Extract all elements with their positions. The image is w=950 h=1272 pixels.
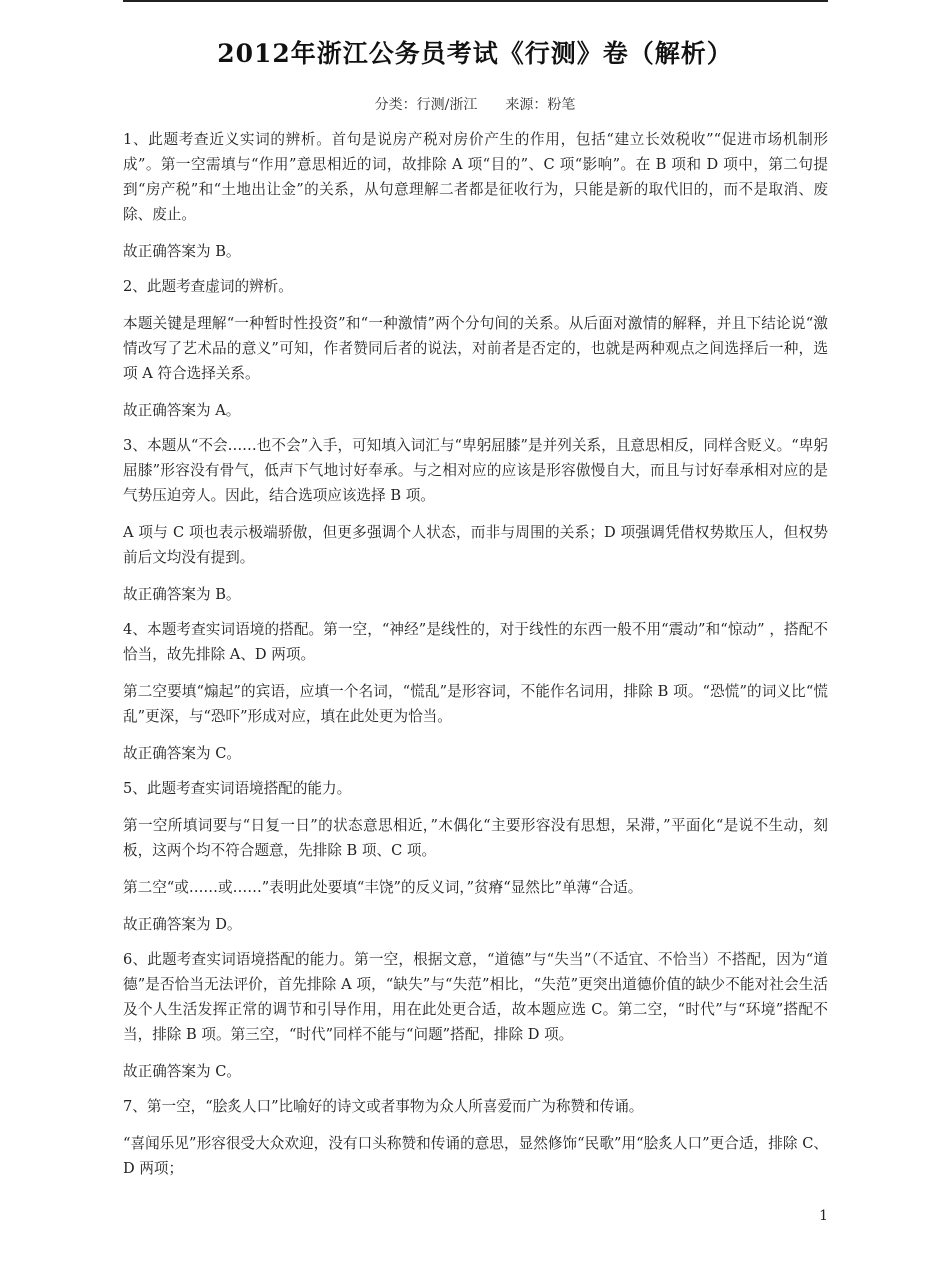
- answer-line: 故正确答案为 A。: [123, 402, 241, 419]
- category-label: 分类：行测/浙江: [374, 97, 478, 113]
- paragraph: A 项与 C 项也表示极端骄傲，但更多强调个人状态，而非与周围的关系；D 项强调凭借权势欺压人，但权势前后文均没有提到。: [123, 524, 828, 566]
- page-number: 1: [819, 1208, 828, 1224]
- page-title: 2012年浙江公务员考试《行测》卷（解析）: [217, 39, 733, 68]
- document-meta: [0, 94, 950, 114]
- paragraph: 3、本题从“不会……也不会”入手，可知填入词汇与“卑躬屈膝”是并列关系，且意思相反，同样含贬义。“卑躬屈膝”形容没有骨气，低声下气地讨好奉承。与之相对应的应该是形容傲慢自大，而且与讨好奉承相对应的是气势压迫旁人。因此，结合选项应该选择 B 项。: [123, 437, 828, 504]
- paragraph: 7、第一空，“脍炙人口”比喻好的诗文或者事物为众人所喜爱而广为称赞和传诵。: [123, 1098, 644, 1115]
- paragraph: “喜闻乐见”形容很受大众欢迎，没有口头称赞和传诵的意思，显然修饰“民歌”用“脍炙人口”更合适，排除 C、D 两项；: [123, 1135, 828, 1177]
- answer-line: 故正确答案为 B。: [123, 243, 241, 260]
- source-label: 来源：粉笔: [505, 97, 576, 113]
- paragraph: 第二空要填“煽起”的宾语，应填一个名词，“慌乱”是形容词，不能作名词用，排除 B 项。“恐慌”的词义比“慌乱”更深，与“恐吓”形成对应，填在此处更为恰当。: [123, 683, 828, 725]
- paragraph: 1、此题考查近义实词的辨析。首句是说房产税对房价产生的作用，包括“建立长效税收”“促进市场机制形成”。第一空需填与“作用”意思相近的词，故排除 A 项“目的”、C 项“影响”。在 B 项和 D 项中，第二句提到“房产税”和“土地出让金”的关系，从句意理解二者都是征收行为，只能是新的取代旧的，而不是取消、废除、废止。: [123, 131, 828, 223]
- paragraph: 第二空“或……或……”表明此处要填“丰饶”的反义词，”贫瘠“显然比”单薄“合适。: [123, 879, 643, 896]
- paragraph: 4、本题考查实词语境的搭配。第一空，“神经”是线性的，对于线性的东西一般不用“震动”和“惊动” ，搭配不恰当，故先排除 A、D 两项。: [123, 621, 828, 663]
- paragraph: 本题关键是理解“一种暂时性投资”和“一种激情”两个分句间的关系。从后面对激情的解释，并且下结论说“激情改写了艺术品的意义”可知，作者赞同后者的说法，对前者是否定的，也就是两种观点之间选择后一种，选项 A 符合选择关系。: [123, 315, 828, 382]
- answer-line: 故正确答案为 D。: [123, 916, 242, 933]
- top-rule: [123, 0, 828, 2]
- paragraph: 2、此题考查虚词的辨析。: [123, 278, 293, 295]
- paragraph: 第一空所填词要与“日复一日”的状态意思相近，”木偶化“主要形容没有思想，呆滞，”平面化“是说不生动，刻板，这两个均不符合题意，先排除 B 项、C 项。: [123, 817, 828, 859]
- document-body: [123, 127, 828, 1193]
- paragraph: 5、此题考查实词语境搭配的能力。: [123, 780, 352, 797]
- paragraph: 6、此题考查实词语境搭配的能力。第一空，根据文意，“道德”与“失当”（不适宜、不恰当）不搭配，因为“道德”是否恰当无法评价，首先排除 A 项，“缺失”与“失范”相比，“失范”更突出道德价值的缺少不能对社会生活及个人生活发挥正常的调节和引导作用，用在此处更合适，故本题应选 C。第二空，“时代”与“环境”搭配不当，排除 B 项。第三空，“时代”同样不能与“问题”搭配，排除 D 项。: [123, 951, 828, 1043]
- answer-line: 故正确答案为 C。: [123, 745, 241, 762]
- answer-line: 故正确答案为 C。: [123, 1063, 241, 1080]
- answer-line: 故正确答案为 B。: [123, 586, 241, 603]
